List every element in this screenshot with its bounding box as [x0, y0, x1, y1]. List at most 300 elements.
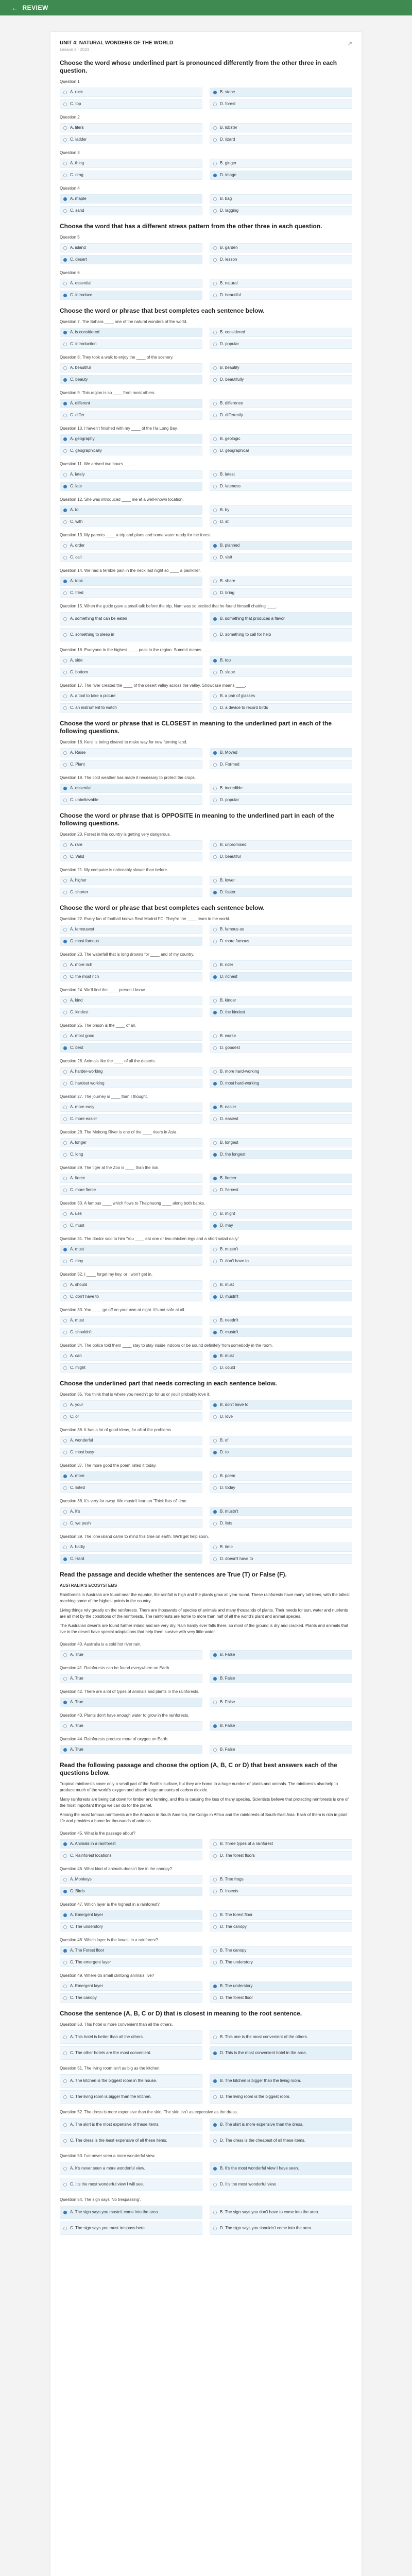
radio-icon[interactable]: [63, 1366, 67, 1370]
radio-icon[interactable]: [63, 1546, 67, 1549]
radio-icon[interactable]: [213, 520, 217, 524]
radio-icon[interactable]: [63, 402, 67, 405]
radio-icon[interactable]: [213, 1331, 217, 1334]
answer-option[interactable]: [210, 840, 352, 850]
radio-icon[interactable]: [63, 485, 67, 488]
radio-icon[interactable]: [213, 294, 217, 297]
radio-icon[interactable]: [213, 2139, 217, 2143]
radio-icon[interactable]: [63, 659, 67, 663]
answer-option[interactable]: [210, 446, 352, 455]
answer-option[interactable]: [60, 194, 202, 204]
radio-icon[interactable]: [213, 473, 217, 477]
radio-icon[interactable]: [213, 1224, 217, 1228]
answer-option[interactable]: [60, 1280, 202, 1290]
radio-icon[interactable]: [63, 331, 67, 334]
radio-icon[interactable]: [213, 1701, 217, 1704]
radio-icon[interactable]: [213, 787, 217, 790]
radio-icon[interactable]: [213, 2227, 217, 2230]
answer-option[interactable]: [210, 612, 352, 625]
answer-option[interactable]: [210, 691, 352, 701]
answer-option[interactable]: [210, 135, 352, 144]
radio-icon[interactable]: [213, 1153, 217, 1157]
answer-option[interactable]: [60, 1839, 202, 1849]
answer-option[interactable]: [60, 1448, 202, 1457]
answer-option[interactable]: [210, 482, 352, 491]
radio-icon[interactable]: [213, 1046, 217, 1050]
answer-option[interactable]: [60, 123, 202, 132]
answer-option[interactable]: [210, 243, 352, 252]
radio-icon[interactable]: [63, 1996, 67, 2000]
answer-option[interactable]: [60, 925, 202, 934]
radio-icon[interactable]: [63, 2211, 67, 2214]
radio-icon[interactable]: [213, 2183, 217, 2187]
radio-icon[interactable]: [213, 138, 217, 142]
radio-icon[interactable]: [213, 174, 217, 177]
radio-icon[interactable]: [63, 449, 67, 453]
answer-option[interactable]: [60, 1519, 202, 1528]
answer-option[interactable]: [210, 194, 352, 204]
radio-icon[interactable]: [63, 799, 67, 802]
answer-option[interactable]: [210, 1981, 352, 1991]
radio-icon[interactable]: [63, 520, 67, 524]
radio-icon[interactable]: [213, 1748, 217, 1752]
radio-icon[interactable]: [213, 1522, 217, 1526]
radio-icon[interactable]: [63, 414, 67, 417]
answer-option[interactable]: [210, 1650, 352, 1659]
answer-option[interactable]: [60, 577, 202, 586]
radio-icon[interactable]: [213, 197, 217, 201]
radio-icon[interactable]: [213, 103, 217, 106]
radio-icon[interactable]: [213, 891, 217, 894]
answer-option[interactable]: [60, 1958, 202, 1967]
answer-option[interactable]: [60, 2046, 202, 2060]
answer-option[interactable]: [210, 1507, 352, 1516]
radio-icon[interactable]: [63, 378, 67, 382]
answer-option[interactable]: [60, 1471, 202, 1481]
radio-icon[interactable]: [63, 1701, 67, 1704]
radio-icon[interactable]: [63, 509, 67, 512]
answer-option[interactable]: [210, 255, 352, 264]
answer-option[interactable]: [210, 2134, 352, 2147]
answer-option[interactable]: [210, 1185, 352, 1195]
radio-icon[interactable]: [63, 1890, 67, 1893]
answer-option[interactable]: [210, 1209, 352, 1218]
radio-icon[interactable]: [213, 1035, 217, 1038]
radio-icon[interactable]: [63, 343, 67, 346]
radio-icon[interactable]: [63, 999, 67, 1003]
radio-icon[interactable]: [213, 331, 217, 334]
answer-option[interactable]: [210, 2030, 352, 2044]
answer-option[interactable]: [60, 1150, 202, 1159]
radio-icon[interactable]: [63, 1925, 67, 1929]
answer-option[interactable]: [60, 1400, 202, 1410]
radio-icon[interactable]: [63, 2036, 67, 2039]
answer-option[interactable]: [210, 656, 352, 665]
radio-icon[interactable]: [63, 879, 67, 883]
radio-icon[interactable]: [63, 258, 67, 262]
answer-option[interactable]: [60, 1875, 202, 1884]
answer-option[interactable]: [60, 1887, 202, 1896]
radio-icon[interactable]: [213, 2052, 217, 2055]
radio-icon[interactable]: [213, 2095, 217, 2099]
answer-option[interactable]: [210, 960, 352, 970]
radio-icon[interactable]: [213, 580, 217, 583]
radio-icon[interactable]: [213, 1985, 217, 1988]
radio-icon[interactable]: [63, 174, 67, 177]
radio-icon[interactable]: [213, 1117, 217, 1121]
radio-icon[interactable]: [63, 671, 67, 674]
radio-icon[interactable]: [213, 1403, 217, 1407]
answer-option[interactable]: [60, 206, 202, 215]
radio-icon[interactable]: [63, 1486, 67, 1490]
answer-option[interactable]: [60, 1554, 202, 1564]
answer-option[interactable]: [210, 1436, 352, 1445]
answer-option[interactable]: [210, 1292, 352, 1301]
radio-icon[interactable]: [63, 2183, 67, 2187]
radio-icon[interactable]: [213, 282, 217, 285]
radio-icon[interactable]: [63, 1011, 67, 1014]
answer-option[interactable]: [210, 470, 352, 479]
answer-option[interactable]: [210, 1079, 352, 1088]
answer-option[interactable]: [210, 291, 352, 300]
answer-option[interactable]: [210, 703, 352, 713]
answer-option[interactable]: [60, 1209, 202, 1218]
answer-option[interactable]: [210, 1400, 352, 1410]
radio-icon[interactable]: [213, 1070, 217, 1074]
radio-icon[interactable]: [213, 1557, 217, 1561]
answer-option[interactable]: [60, 748, 202, 757]
radio-icon[interactable]: [63, 1117, 67, 1121]
answer-option[interactable]: [210, 1958, 352, 1967]
answer-option[interactable]: [210, 1280, 352, 1290]
answer-option[interactable]: [210, 760, 352, 769]
radio-icon[interactable]: [213, 1106, 217, 1109]
radio-icon[interactable]: [63, 91, 67, 94]
answer-option[interactable]: [60, 628, 202, 641]
answer-option[interactable]: [60, 1221, 202, 1230]
radio-icon[interactable]: [213, 1319, 217, 1323]
radio-icon[interactable]: [213, 1961, 217, 1964]
answer-option[interactable]: [210, 1245, 352, 1254]
radio-icon[interactable]: [213, 843, 217, 847]
radio-icon[interactable]: [63, 706, 67, 710]
radio-icon[interactable]: [63, 1248, 67, 1251]
radio-icon[interactable]: [213, 1141, 217, 1145]
answer-option[interactable]: [60, 784, 202, 793]
answer-option[interactable]: [210, 1103, 352, 1112]
answer-option[interactable]: [60, 255, 202, 264]
answer-option[interactable]: [210, 1922, 352, 1931]
radio-icon[interactable]: [213, 437, 217, 441]
radio-icon[interactable]: [213, 659, 217, 663]
radio-icon[interactable]: [63, 2227, 67, 2230]
radio-icon[interactable]: [213, 414, 217, 417]
answer-option[interactable]: [60, 1910, 202, 1920]
answer-option[interactable]: [210, 1721, 352, 1731]
answer-option[interactable]: [60, 375, 202, 384]
answer-option[interactable]: [210, 206, 352, 215]
radio-icon[interactable]: [213, 1842, 217, 1846]
radio-icon[interactable]: [213, 1212, 217, 1216]
radio-icon[interactable]: [213, 1677, 217, 1681]
answer-option[interactable]: [210, 1412, 352, 1421]
radio-icon[interactable]: [63, 1224, 67, 1228]
radio-icon[interactable]: [213, 1546, 217, 1549]
answer-option[interactable]: [210, 852, 352, 861]
answer-option[interactable]: [210, 123, 352, 132]
answer-option[interactable]: [60, 1351, 202, 1361]
answer-option[interactable]: [60, 1292, 202, 1301]
radio-icon[interactable]: [63, 473, 67, 477]
radio-icon[interactable]: [63, 1439, 67, 1443]
radio-icon[interactable]: [213, 126, 217, 130]
share-icon[interactable]: ↗: [347, 41, 352, 47]
radio-icon[interactable]: [213, 91, 217, 94]
radio-icon[interactable]: [63, 1961, 67, 1964]
radio-icon[interactable]: [63, 1724, 67, 1728]
radio-icon[interactable]: [63, 1842, 67, 1846]
answer-option[interactable]: [210, 1887, 352, 1896]
answer-option[interactable]: [60, 517, 202, 527]
answer-option[interactable]: [60, 1031, 202, 1041]
answer-option[interactable]: [60, 482, 202, 491]
radio-icon[interactable]: [213, 1177, 217, 1180]
answer-option[interactable]: [210, 937, 352, 946]
radio-icon[interactable]: [63, 633, 67, 637]
answer-option[interactable]: [60, 1412, 202, 1421]
answer-option[interactable]: [60, 1114, 202, 1124]
answer-option[interactable]: [60, 541, 202, 550]
answer-option[interactable]: [60, 1138, 202, 1147]
radio-icon[interactable]: [213, 1724, 217, 1728]
radio-icon[interactable]: [213, 162, 217, 165]
radio-icon[interactable]: [63, 1082, 67, 1086]
radio-icon[interactable]: [63, 162, 67, 165]
radio-icon[interactable]: [213, 1354, 217, 1358]
answer-option[interactable]: [60, 888, 202, 897]
answer-option[interactable]: [210, 1114, 352, 1124]
answer-option[interactable]: [210, 159, 352, 168]
radio-icon[interactable]: [213, 1415, 217, 1419]
answer-option[interactable]: [210, 1745, 352, 1754]
answer-option[interactable]: [210, 2162, 352, 2175]
answer-option[interactable]: [210, 1483, 352, 1493]
answer-option[interactable]: [210, 1067, 352, 1076]
radio-icon[interactable]: [63, 787, 67, 790]
radio-icon[interactable]: [213, 2167, 217, 2171]
answer-option[interactable]: [60, 668, 202, 677]
radio-icon[interactable]: [213, 1890, 217, 1893]
answer-option[interactable]: [60, 279, 202, 288]
radio-icon[interactable]: [63, 282, 67, 285]
answer-option[interactable]: [60, 1483, 202, 1493]
radio-icon[interactable]: [213, 1439, 217, 1443]
radio-icon[interactable]: [63, 1046, 67, 1050]
answer-option[interactable]: [60, 1043, 202, 1053]
answer-option[interactable]: [60, 2206, 202, 2219]
radio-icon[interactable]: [213, 591, 217, 595]
answer-option[interactable]: [60, 1316, 202, 1325]
radio-icon[interactable]: [213, 246, 217, 250]
radio-icon[interactable]: [63, 1878, 67, 1882]
radio-icon[interactable]: [213, 378, 217, 382]
radio-icon[interactable]: [213, 1189, 217, 1192]
answer-option[interactable]: [60, 1922, 202, 1931]
radio-icon[interactable]: [213, 706, 217, 710]
answer-option[interactable]: [210, 171, 352, 180]
answer-option[interactable]: [210, 1839, 352, 1849]
answer-option[interactable]: [210, 1008, 352, 1017]
radio-icon[interactable]: [213, 402, 217, 405]
answer-option[interactable]: [210, 577, 352, 586]
radio-icon[interactable]: [63, 763, 67, 767]
answer-option[interactable]: [60, 1436, 202, 1445]
answer-option[interactable]: [60, 1721, 202, 1731]
radio-icon[interactable]: [213, 763, 217, 767]
radio-icon[interactable]: [213, 2036, 217, 2039]
answer-option[interactable]: [210, 541, 352, 550]
radio-icon[interactable]: [213, 366, 217, 370]
radio-icon[interactable]: [213, 751, 217, 755]
answer-option[interactable]: [210, 668, 352, 677]
arrow-left-icon[interactable]: ←: [11, 4, 19, 12]
answer-option[interactable]: [60, 446, 202, 455]
answer-option[interactable]: [210, 795, 352, 805]
radio-icon[interactable]: [213, 258, 217, 262]
radio-icon[interactable]: [63, 1295, 67, 1299]
answer-option[interactable]: [60, 1674, 202, 1683]
radio-icon[interactable]: [63, 1557, 67, 1561]
radio-icon[interactable]: [213, 1260, 217, 1263]
radio-icon[interactable]: [213, 671, 217, 674]
answer-option[interactable]: [60, 505, 202, 515]
answer-option[interactable]: [210, 888, 352, 897]
answer-option[interactable]: [210, 1351, 352, 1361]
answer-option[interactable]: [60, 2090, 202, 2104]
answer-option[interactable]: [210, 1221, 352, 1230]
radio-icon[interactable]: [213, 1486, 217, 1490]
radio-icon[interactable]: [63, 1153, 67, 1157]
answer-option[interactable]: [210, 399, 352, 408]
radio-icon[interactable]: [213, 1366, 217, 1370]
radio-icon[interactable]: [63, 580, 67, 583]
answer-option[interactable]: [60, 2074, 202, 2088]
answer-option[interactable]: [60, 1079, 202, 1088]
answer-option[interactable]: [60, 1008, 202, 1017]
answer-option[interactable]: [60, 2222, 202, 2235]
radio-icon[interactable]: [63, 843, 67, 847]
answer-option[interactable]: [60, 1993, 202, 2003]
answer-option[interactable]: [60, 135, 202, 144]
answer-option[interactable]: [60, 1245, 202, 1254]
radio-icon[interactable]: [63, 437, 67, 441]
answer-option[interactable]: [210, 628, 352, 641]
answer-option[interactable]: [210, 1316, 352, 1325]
radio-icon[interactable]: [63, 246, 67, 250]
answer-option[interactable]: [60, 852, 202, 861]
answer-option[interactable]: [60, 972, 202, 981]
answer-option[interactable]: [210, 1543, 352, 1552]
radio-icon[interactable]: [213, 1878, 217, 1882]
radio-icon[interactable]: [63, 1677, 67, 1681]
radio-icon[interactable]: [63, 591, 67, 595]
radio-icon[interactable]: [213, 209, 217, 213]
answer-option[interactable]: [60, 2178, 202, 2191]
answer-option[interactable]: [60, 996, 202, 1005]
answer-option[interactable]: [60, 1543, 202, 1552]
radio-icon[interactable]: [63, 1854, 67, 1858]
answer-option[interactable]: [210, 1910, 352, 1920]
answer-option[interactable]: [210, 1519, 352, 1528]
answer-option[interactable]: [210, 88, 352, 97]
answer-option[interactable]: [60, 159, 202, 168]
radio-icon[interactable]: [213, 1295, 217, 1299]
radio-icon[interactable]: [63, 1510, 67, 1514]
radio-icon[interactable]: [213, 1082, 217, 1086]
answer-option[interactable]: [210, 375, 352, 384]
radio-icon[interactable]: [63, 1985, 67, 1988]
radio-icon[interactable]: [63, 1354, 67, 1358]
radio-icon[interactable]: [63, 2123, 67, 2127]
answer-option[interactable]: [210, 784, 352, 793]
answer-option[interactable]: [60, 88, 202, 97]
answer-option[interactable]: [210, 1150, 352, 1159]
answer-option[interactable]: [210, 876, 352, 885]
answer-option[interactable]: [60, 243, 202, 252]
radio-icon[interactable]: [213, 2211, 217, 2214]
answer-option[interactable]: [210, 1448, 352, 1457]
answer-option[interactable]: [210, 1875, 352, 1884]
answer-option[interactable]: [60, 656, 202, 665]
answer-option[interactable]: [210, 2178, 352, 2191]
answer-option[interactable]: [60, 760, 202, 769]
answer-option[interactable]: [210, 340, 352, 349]
radio-icon[interactable]: [63, 366, 67, 370]
radio-icon[interactable]: [213, 509, 217, 512]
answer-option[interactable]: [210, 363, 352, 372]
radio-icon[interactable]: [63, 1522, 67, 1526]
radio-icon[interactable]: [213, 799, 217, 802]
answer-option[interactable]: [210, 99, 352, 109]
radio-icon[interactable]: [63, 1035, 67, 1038]
answer-option[interactable]: [210, 1174, 352, 1183]
radio-icon[interactable]: [63, 1212, 67, 1216]
answer-option[interactable]: [60, 1257, 202, 1266]
radio-icon[interactable]: [63, 1949, 67, 1953]
answer-option[interactable]: [210, 1471, 352, 1481]
radio-icon[interactable]: [63, 1189, 67, 1192]
radio-icon[interactable]: [63, 197, 67, 201]
answer-option[interactable]: [60, 1174, 202, 1183]
radio-icon[interactable]: [213, 556, 217, 560]
answer-option[interactable]: [210, 588, 352, 598]
radio-icon[interactable]: [63, 2079, 67, 2083]
answer-option[interactable]: [60, 960, 202, 970]
radio-icon[interactable]: [63, 963, 67, 967]
answer-option[interactable]: [210, 328, 352, 337]
answer-option[interactable]: [210, 411, 352, 420]
answer-option[interactable]: [210, 505, 352, 515]
radio-icon[interactable]: [213, 1925, 217, 1929]
radio-icon[interactable]: [213, 855, 217, 859]
answer-option[interactable]: [60, 553, 202, 562]
radio-icon[interactable]: [213, 1913, 217, 1917]
answer-option[interactable]: [60, 1981, 202, 1991]
answer-option[interactable]: [60, 434, 202, 444]
radio-icon[interactable]: [63, 294, 67, 297]
radio-icon[interactable]: [213, 975, 217, 979]
answer-option[interactable]: [210, 517, 352, 527]
